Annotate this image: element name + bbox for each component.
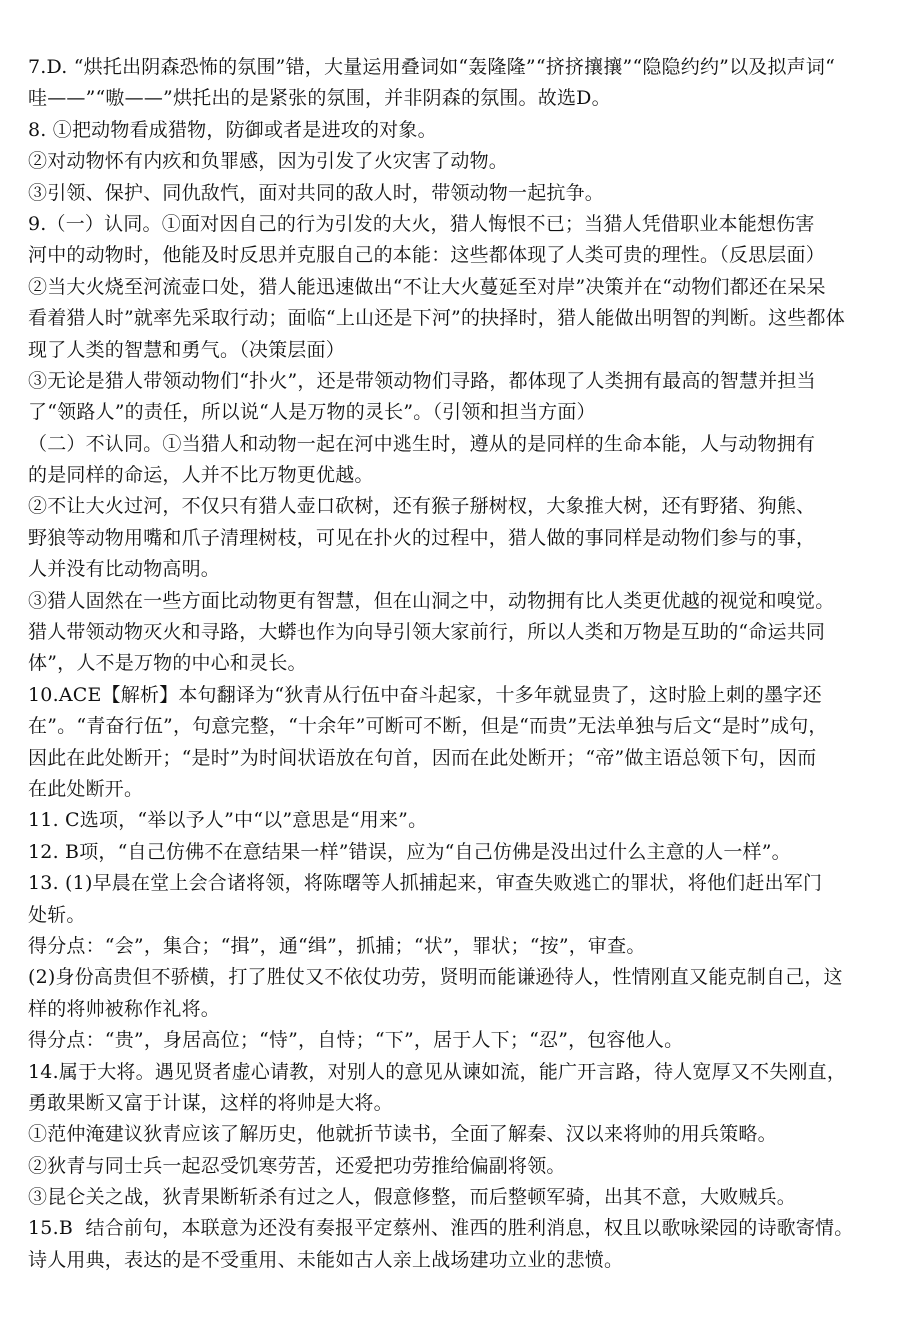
text-line: 11. C选项，“举以予人”中“以”意思是“用来”。 — [28, 809, 428, 832]
text-line: 得分点：“贵”，身居高位；“恃”，自恃；“下”，居于人下；“忍”，包容他人。 — [28, 1029, 684, 1052]
text-line: 诗人用典，表达的是不受重用、未能如古人亲上战场建功立业的悲愤。 — [28, 1248, 624, 1271]
text-line: 河中的动物时，他能及时反思并克服自己的本能：这些都体现了人类可贵的理性。（反思层面） — [28, 244, 825, 267]
text-line: 体”，人不是万物的中心和灵长。 — [28, 652, 307, 675]
answer-document — [28, 52, 880, 1276]
text-line: ③引领、保护、同仇敌忾，面对共同的敌人时，带领动物一起抗争。 — [28, 181, 605, 204]
text-line: 得分点：“会”，集合；“揖”，通“缉”，抓捕；“状”，罪状；“按”，审查。 — [28, 934, 646, 957]
text-line: 处斩。 — [28, 903, 86, 926]
text-line: ②狄青与同士兵一起忍受饥寒劳苦，还爱把功劳推给偏副将领。 — [28, 1154, 566, 1177]
text-line: 15.B 结合前句，本联意为还没有奏报平定蔡州、淮西的胜利消息，权且以歌咏梁园的诗歌寄情。 — [28, 1217, 854, 1240]
text-line: ③无论是猎人带领动物们“扑火”，还是带领动物们寻路，都体现了人类拥有最高的智慧并担当 — [28, 369, 816, 392]
text-line: ②当大火烧至河流壶口处，猎人能迅速做出“不让大火蔓延至对岸”决策并在“动物们都还在呆呆 — [28, 275, 826, 298]
text-line: （二）不认同。①当猎人和动物一起在河中逃生时，遵从的是同样的生命本能，人与动物拥有 — [28, 432, 816, 455]
text-line: 在”。“青奋行伍”，句意完整，“十余年”可断可不断，但是“而贵”无法单独与后文“是时”成句， — [28, 715, 828, 738]
text-line: ②不让大火过河，不仅只有猎人壶口砍树，还有猴子掰树杈，大象推大树，还有野猪、狗熊、 — [28, 495, 816, 518]
text-line: 12. B项，“自己仿佛不在意结果一样”错误，应为“自己仿佛是没出过什么主意的人一样”。 — [28, 840, 791, 863]
text-line: 样的将帅被称作礼将。 — [28, 997, 221, 1020]
text-line: 猎人带领动物灭火和寻路，大蟒也作为向导引领大家前行，所以人类和万物是互助的“命运共同 — [28, 621, 826, 644]
text-line: (2)身份高贵但不骄横，打了胜仗又不依仗功劳，贤明而能谦逊待人，性情刚直又能克制自己，这 — [28, 966, 843, 989]
text-line: 在此处断开。 — [28, 777, 144, 800]
text-line: 9.（一）认同。①面对因自己的行为引发的大火，猎人悔恨不已；当猎人凭借职业本能想伤害 — [28, 212, 815, 235]
text-line: ③猎人固然在一些方面比动物更有智慧，但在山洞之中，动物拥有比人类更优越的视觉和嗅觉。 — [28, 589, 835, 612]
text-line: 现了人类的智慧和勇气。（决策层面） — [28, 338, 345, 361]
text-line: 的是同样的命运，人并不比万物更优越。 — [28, 464, 374, 487]
text-line: 14.属于大将。遇见贤者虚心请教，对别人的意见从谏如流，能广开言路，待人宽厚又不失刚直， — [28, 1060, 847, 1083]
text-line: ①范仲淹建议狄青应该了解历史，他就折节读书，全面了解秦、汉以来将帅的用兵策略。 — [28, 1123, 777, 1146]
text-line: 因此在此处断开；“是时”为时间状语放在句首，因而在此处断开；“帝”做主语总领下句，因而 — [28, 746, 817, 769]
text-line: 了“领路人”的责任，所以说“人是万物的灵长”。（引领和担当方面） — [28, 401, 596, 424]
text-line: 看着猎人时”就率先采取行动；面临“上山还是下河”的抉择时，猎人能做出明智的判断。这些都体 — [28, 307, 845, 330]
text-line: 10.ACE【解析】本句翻译为“狄青从行伍中奋斗起家，十多年就显贵了，这时脸上刺的墨字还 — [28, 683, 822, 706]
text-line: 7.D. “烘托出阴森恐怖的氛围”错，大量运用叠词如“轰隆隆”“挤挤攘攘”“隐隐约约”以及拟声词“ — [28, 56, 835, 78]
text-line: 人并没有比动物高明。 — [28, 558, 221, 581]
text-line: ②对动物怀有内疚和负罪感，因为引发了火灾害了动物。 — [28, 150, 509, 173]
text-line: 13. (1)早晨在堂上会合诸将领，将陈曙等人抓捕起来，审查失败逃亡的罪状，将他们赶出军门 — [28, 872, 823, 895]
text-line: 野狼等动物用嘴和爪子清理树枝，可见在扑火的过程中，猎人做的事同样是动物们参与的事， — [28, 526, 816, 549]
text-line: 勇敢果断又富于计谋，这样的将帅是大将。 — [28, 1091, 393, 1114]
text-line: ③昆仑关之战，狄青果断斩杀有过之人，假意修整，而后整顿军骑，出其不意，大败贼兵。 — [28, 1186, 797, 1209]
text-line: 哇——”“嗷——”烘托出的是紧张的氛围，并非阴森的氛围。故选D。 — [28, 87, 611, 110]
text-line: 8. ①把动物看成猎物，防御或者是进攻的对象。 — [28, 118, 437, 141]
